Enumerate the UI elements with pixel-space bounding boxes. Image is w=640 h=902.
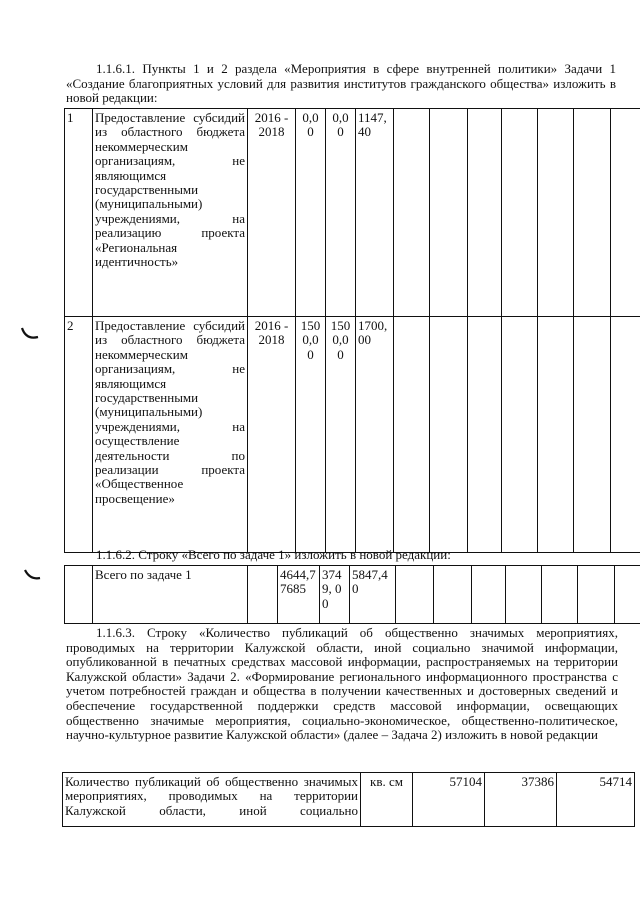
empty-cell [538, 317, 574, 553]
value-cell: 1147, 40 [356, 109, 394, 317]
indicator-description: Количество публикаций об общественно значимых мероприятиях, проводимых на территории Калужской области, иной социально [63, 773, 361, 827]
empty-cell [611, 317, 640, 553]
paragraph-1-1-6-1: 1.1.6.1. Пункты 1 и 2 раздела «Мероприятия в сфере внутренней политики» Задачи 1 «Создание благоприятных условий для развития институтов гражданского общества» изложить в новой редакции: [66, 61, 616, 106]
value-cell: 1700, 00 [356, 317, 394, 553]
empty-cell [506, 566, 542, 624]
indicator-table [62, 772, 635, 827]
total-table [64, 565, 640, 624]
empty-cell [396, 566, 434, 624]
measure-description: Предоставление субсидий из областного бюджета некоммерческим организациям, не являющимся государственными (муниципальными) учреждениями, на осуществление деятельности по реализации проекта «Общественное просвещение» [93, 317, 248, 553]
measures-table [64, 108, 640, 553]
value-cell: 3749, 00 [320, 566, 350, 624]
total-label: Всего по задаче 1 [93, 566, 248, 624]
measure-period: 2016 - 2018 [248, 109, 296, 317]
value-cell: 4644,7 7685 [278, 566, 320, 624]
paragraph-1-1-6-3: 1.1.6.3. Строку «Количество публикаций об общественно значимых мероприятиях, проводимых на территории Калужской области, иной социально значимой информации, опубликованной в печатных средствах массовой информации, распространяемых на территории Калужской области» Задачи 2. «Формирование регионального информационного пространства с учетом потребностей граждан и общества в получении качественных и достоверных сведений и обеспечение государственной поддержки средств массовой информации, освещающих общественно значимые мероприятия, социально-экономическое, общественно-политическое, научно-культурное развитие Калужской области» (далее – Задача 2) изложить в новой редакции [66, 625, 618, 743]
table-row [63, 773, 635, 827]
empty-cell [430, 109, 468, 317]
table-row [65, 317, 640, 553]
value-cell: 150 0,0 0 [296, 317, 326, 553]
paragraph-1-1-6-2: 1.1.6.2. Строку «Всего по задаче 1» изложить в новой редакции: [96, 547, 451, 562]
empty-cell [394, 109, 430, 317]
empty-cell [502, 109, 538, 317]
value-cell: 57104 [413, 773, 485, 827]
value-cell: 5847,40 [350, 566, 396, 624]
indicator-unit: кв. см [361, 773, 413, 827]
row-number: 1 [65, 109, 93, 317]
empty-cell [542, 566, 578, 624]
empty-cell [538, 109, 574, 317]
empty-cell [434, 566, 472, 624]
value-cell: 150 0,0 0 [326, 317, 356, 553]
binding-hole-mark [18, 322, 40, 344]
empty-cell [615, 566, 640, 624]
measure-period: 2016 - 2018 [248, 317, 296, 553]
value-cell: 37386 [485, 773, 557, 827]
empty-cell [394, 317, 430, 553]
value-cell: 0,0 0 [326, 109, 356, 317]
empty-cell [611, 109, 640, 317]
binding-hole-mark [22, 566, 42, 586]
measure-description: Предоставление субсидий из областного бюджета некоммерческим организациям, не являющимся государственными (муниципальными) учреждениями, на реализацию проекта «Региональная идентичность» [93, 109, 248, 317]
value-cell: 0,0 0 [296, 109, 326, 317]
table-row [65, 109, 640, 317]
empty-cell [468, 109, 502, 317]
row-number: 2 [65, 317, 93, 553]
table-row [65, 566, 640, 624]
empty-cell [248, 566, 278, 624]
empty-cell [468, 317, 502, 553]
empty-cell [472, 566, 506, 624]
empty-cell [65, 566, 93, 624]
empty-cell [502, 317, 538, 553]
empty-cell [574, 109, 611, 317]
value-cell: 54714 [557, 773, 635, 827]
empty-cell [430, 317, 468, 553]
empty-cell [574, 317, 611, 553]
empty-cell [578, 566, 615, 624]
